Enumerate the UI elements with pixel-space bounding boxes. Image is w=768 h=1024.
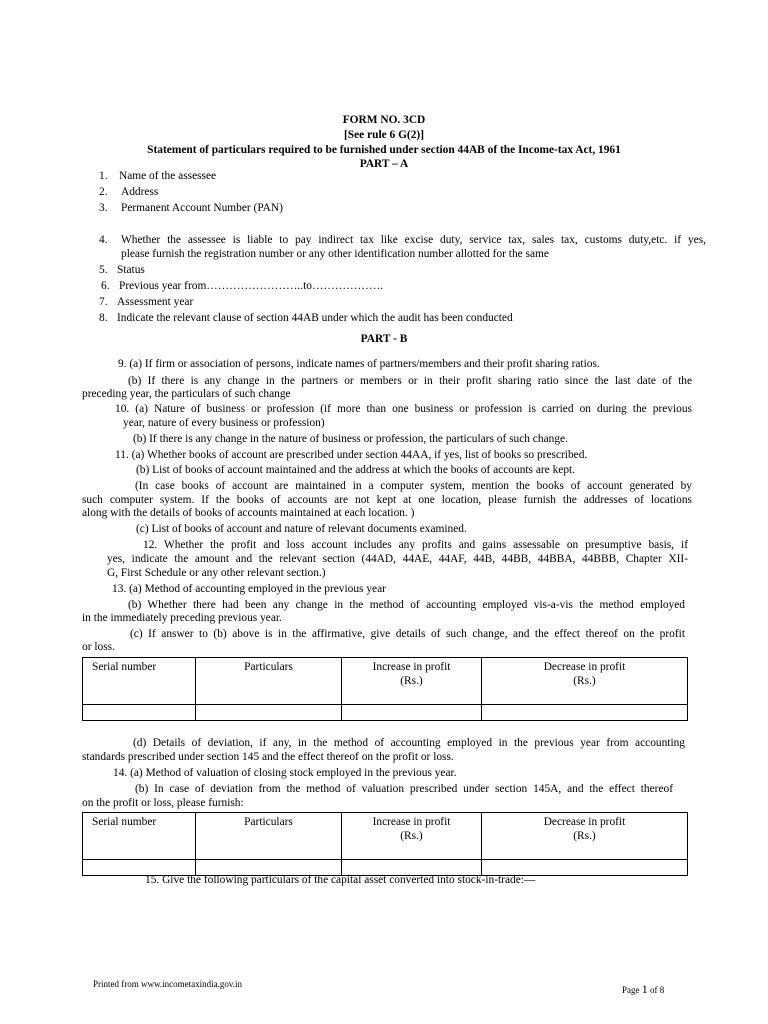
table-cell [83, 705, 196, 721]
printed-from-footer: Printed from www.incometaxindia.gov.in [93, 979, 243, 989]
q9b-line1: (b) If there is any change in the partners or members or in their profit sharing ratio since the last date of the [128, 375, 692, 387]
table-header-row [83, 813, 688, 860]
form-number: FORM NO. 3CD [342, 114, 426, 126]
deviation-table-1 [82, 657, 688, 721]
q14b-line1: (b) In case of deviation from the method of valuation prescribed under section 145A, and the effect thereof [135, 783, 673, 795]
item-8-text: Indicate the relevant clause of section 44AB under which the audit has been conducted [117, 312, 513, 324]
increase-unit: (Rs.) [400, 830, 423, 842]
item-7-number: 7. [99, 296, 108, 308]
table-header-increase [342, 658, 482, 705]
q10a-line1: 10. (a) Nature of business or profession (if more than one business or profession is carried on during the previous [115, 403, 692, 415]
decrease-label: Decrease in profit [543, 816, 626, 828]
item-4-text-line1: Whether the assessee is liable to pay indirect tax like excise duty, service tax, sales tax, customs duty,etc. if yes, [121, 234, 706, 246]
table-header-decrease [482, 813, 688, 860]
q13b-line1: (b) Whether there had been any change in the method of accounting employed vis-a-vis the method employed [128, 599, 685, 611]
item-3-number: 3. [99, 202, 108, 214]
page-total: of 8 [650, 985, 665, 995]
q10a-line2: year, nature of every business or profession) [123, 417, 325, 429]
item-2-text: Address [121, 186, 159, 198]
q13d-line1: (d) Details of deviation, if any, in the method of accounting employed in the previous year from accounting [133, 737, 685, 749]
q11-note-line3: along with the details of books of accounts maintained at each location. ) [82, 507, 415, 519]
page-number: 1 [641, 982, 648, 996]
q14a-text: 14. (a) Method of valuation of closing stock employed in the previous year. [113, 767, 457, 779]
table-header-particulars: Particulars [196, 658, 342, 705]
decrease-label: Decrease in profit [543, 661, 626, 673]
table-header-particulars: Particulars [196, 813, 342, 860]
decrease-unit: (Rs.) [573, 675, 596, 687]
q9a-text: 9. (a) If firm or association of persons, indicate names of partners/members and their profit sharing ratios. [118, 358, 600, 370]
decrease-unit: (Rs.) [573, 830, 596, 842]
q11b-text: (b) List of books of account maintained and the address at which the books of accounts are kept. [136, 464, 576, 476]
q10b-text: (b) If there is any change in the nature of business or profession, the particulars of such change. [133, 433, 568, 445]
q9b-line2: preceding year, the particulars of such change [82, 388, 291, 400]
form-statement: Statement of particulars required to be furnished under section 44AB of the Income-tax Act, 1961 [147, 144, 621, 156]
q11c-text: (c) List of books of account and nature of relevant documents examined. [136, 523, 467, 535]
q11-note-line2: such computer system. If the books of accounts are not kept at one location, please furnish the addresses of locations [82, 494, 692, 506]
table-cell [342, 705, 482, 721]
q13a-text: 13. (a) Method of accounting employed in the previous year [112, 583, 386, 595]
q13c-line1: (c) If answer to (b) above is in the affirmative, give details of such change, and the effect thereof on the profit [130, 628, 685, 640]
q11-note-line1: (In case books of account are maintained in a computer system, mention the books of account generated by [135, 480, 692, 492]
item-4-text-line2: please furnish the registration number or any other identification number allotted for the same [121, 248, 549, 260]
item-6-text: Previous year from……………………..to………………. [119, 280, 384, 292]
q15-text: 15. Give the following particulars of the capital asset converted into stock-in-trade:— [145, 874, 536, 886]
q12-line3: G, First Schedule or any other relevant section.) [107, 567, 326, 579]
q13b-line2: in the immediately preceding previous year. [82, 612, 282, 624]
q12-line1: 12. Whether the profit and loss account includes any profits and gains assessable on presumptive basis, if [143, 539, 688, 551]
part-b-title: PART - B [360, 333, 408, 345]
q12-line2: yes, indicate the amount and the relevant section (44AD, 44AE, 44AF, 44B, 44BB, 44BBA, 44BBB, Chapter XII- [107, 553, 688, 565]
table-header-increase [342, 813, 482, 860]
item-3-text: Permanent Account Number (PAN) [121, 202, 283, 214]
item-1-number: 1. [99, 170, 108, 182]
table-header-serial: Serial number [83, 658, 196, 705]
item-1-text: Name of the assessee [119, 170, 217, 182]
item-6-number: 6. [101, 280, 110, 292]
increase-unit: (Rs.) [400, 675, 423, 687]
rule-reference: [See rule 6 G(2)] [343, 129, 425, 141]
q13d-line2: standards prescribed under section 145 and the effect thereof on the profit or loss. [82, 751, 454, 763]
page-word: Page [622, 985, 640, 995]
deviation-table-2 [82, 812, 688, 876]
part-a-title: PART – A [359, 158, 409, 170]
item-5-text: Status [117, 264, 145, 276]
item-5-number: 5. [99, 264, 108, 276]
item-7-text: Assessment year [117, 296, 194, 308]
table-header-row [83, 658, 688, 705]
table-cell [196, 705, 342, 721]
q13c-line2: or loss. [82, 641, 115, 653]
item-4-number: 4. [99, 234, 108, 246]
increase-label: Increase in profit [372, 661, 451, 673]
q11a-text: 11. (a) Whether books of account are prescribed under section 44AA, if yes, list of books so prescribed. [115, 449, 588, 461]
table-header-decrease [482, 658, 688, 705]
table-row [83, 705, 688, 721]
q14b-line2: on the profit or loss, please furnish: [82, 797, 244, 809]
increase-label: Increase in profit [372, 816, 451, 828]
table-header-serial: Serial number [83, 813, 196, 860]
table-cell [482, 705, 688, 721]
page-indicator [622, 982, 664, 997]
item-2-number: 2. [99, 186, 108, 198]
item-8-number: 8. [99, 312, 108, 324]
